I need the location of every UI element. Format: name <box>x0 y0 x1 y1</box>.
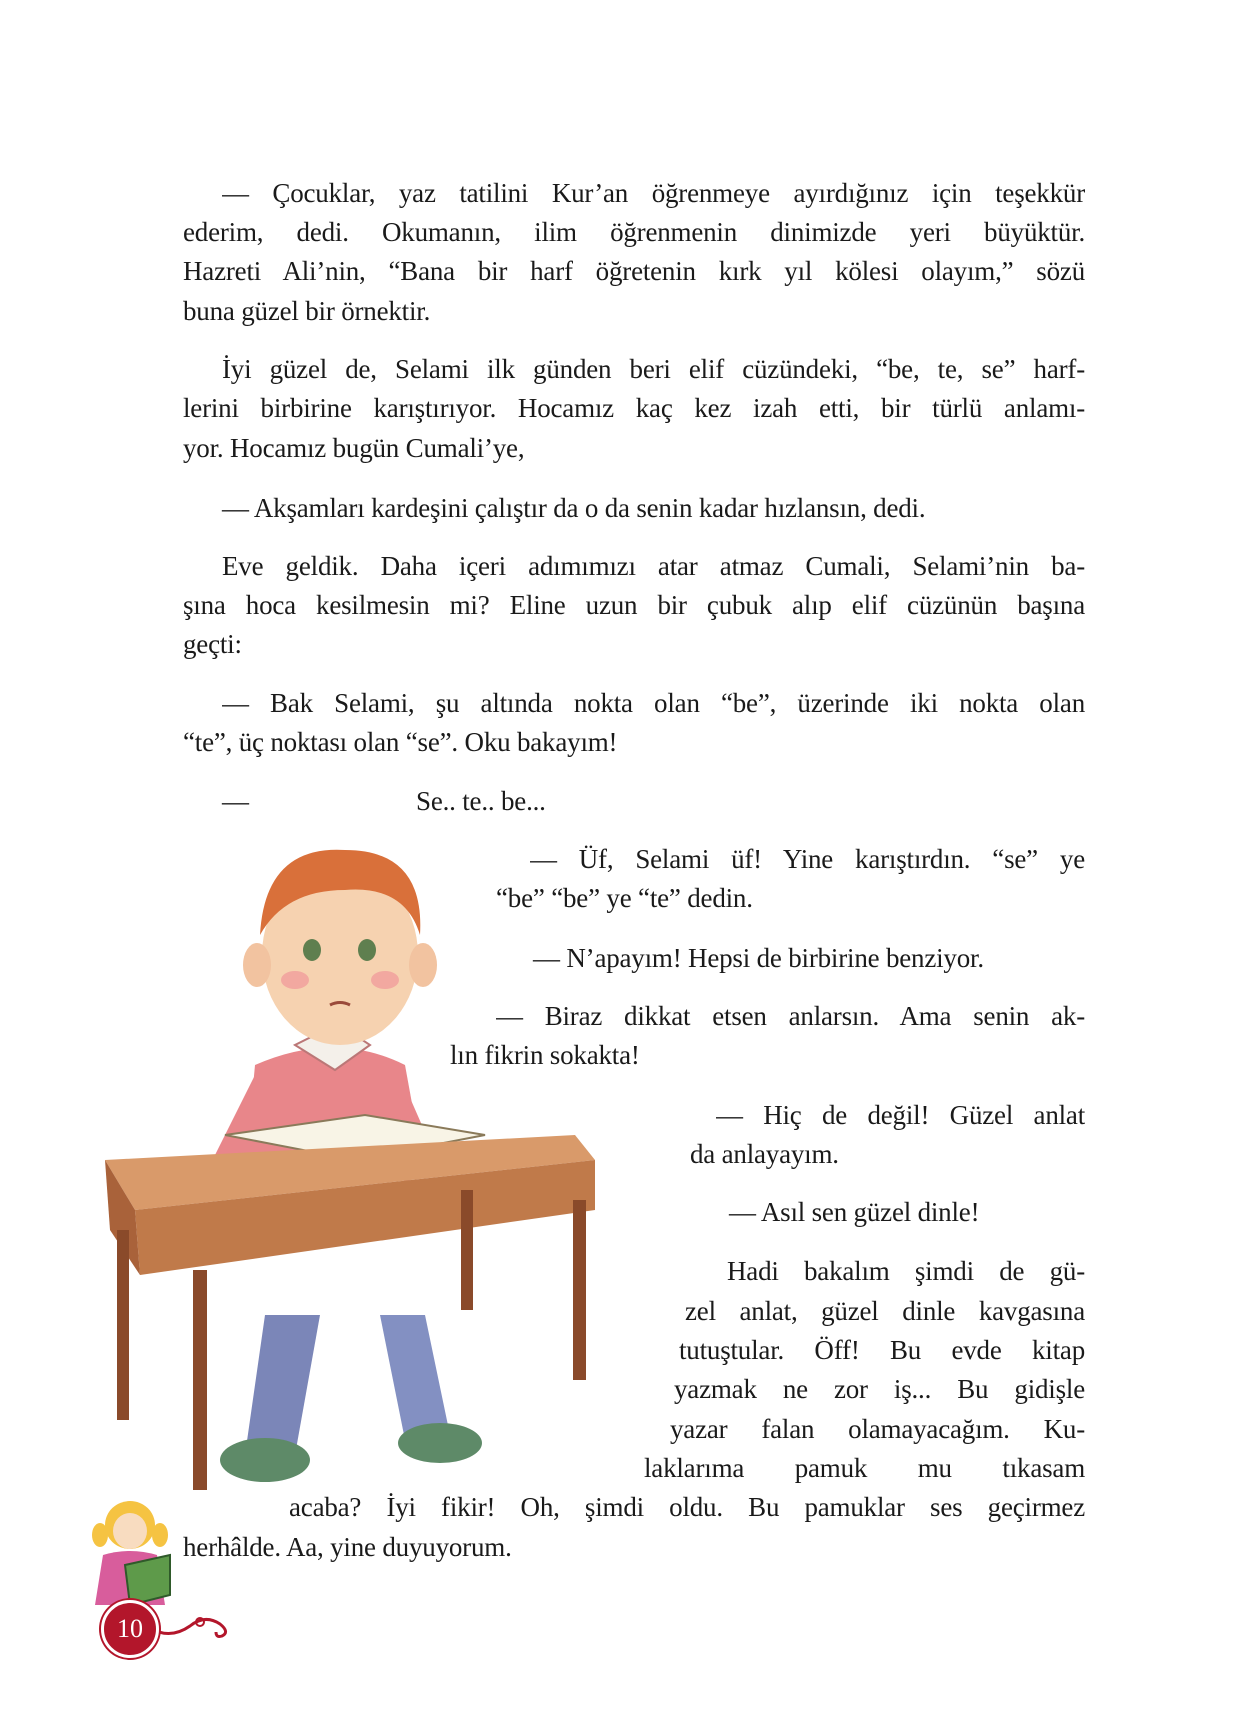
text-line: — Akşamları kardeşini çalıştır da o da senin kadar hızlansın, dedi. <box>222 493 926 523</box>
text-line: Hadi bakalım şimdi de gü- <box>727 1256 1085 1286</box>
text-line: “te”, üç noktası olan “se”. Oku bakayım! <box>183 727 618 757</box>
text-line: — <box>222 786 249 816</box>
text-line: yazar falan olamayacağım. Ku- <box>670 1414 1085 1444</box>
text-line: tutuştular. Öff! Bu evde kitap <box>679 1335 1085 1365</box>
text-line: zel anlat, güzel dinle kavgasına <box>685 1296 1085 1326</box>
text-line: Se.. te.. be... <box>416 786 546 816</box>
text-line: geçti: <box>183 629 242 659</box>
girl-reading-icon <box>85 1495 180 1610</box>
text-line: yazmak ne zor iş... Bu gidişle <box>674 1374 1085 1404</box>
text-line: laklarıma pamuk mu tıkasam <box>644 1453 1085 1483</box>
text-line: lerini birbirine karıştırıyor. Hocamız kaç kez izah etti, bir türlü anlamı- <box>183 393 1085 423</box>
text-line: — Hiç de değil! Güzel anlat <box>716 1100 1085 1130</box>
text-line: — N’apayım! Hepsi de birbirine benziyor. <box>533 943 984 973</box>
text-line: herhâlde. Aa, yine duyuyorum. <box>183 1532 512 1562</box>
text-line: buna güzel bir örnektir. <box>183 296 431 326</box>
page-ornament <box>150 1612 240 1642</box>
text-line: ederim, dedi. Okumanın, ilim öğrenmenin dinimizde yeri büyüktür. <box>183 217 1085 247</box>
text-line: Hazreti Ali’nin, “Bana bir harf öğretenin kırk yıl kölesi olayım,” sözü <box>183 256 1085 286</box>
text-line: — Çocuklar, yaz tatilini Kur’an öğrenmeye ayırdığınız için teşekkür <box>222 178 1085 208</box>
text-line: İyi güzel de, Selami ilk günden beri elif cüzündeki, “be, te, se” harf- <box>222 354 1085 384</box>
boy-at-desk-illustration <box>105 815 685 1495</box>
text-line: şına hoca kesilmesin mi? Eline uzun bir çubuk alıp elif cüzünün başına <box>183 590 1085 620</box>
text-line: da anlayayım. <box>690 1139 839 1169</box>
page-number: 10 <box>101 1600 159 1658</box>
text-line: “be” “be” ye “te” dedin. <box>496 883 753 913</box>
text-line: — Bak Selami, şu altında nokta olan “be”, üzerinde iki nokta olan <box>222 688 1085 718</box>
text-line: Eve geldik. Daha içeri adımımızı atar atmaz Cumali, Selami’nin ba- <box>222 551 1085 581</box>
text-line: yor. Hocamız bugün Cumali’ye, <box>183 433 525 463</box>
text-line: — Asıl sen güzel dinle! <box>729 1197 980 1227</box>
text-line: lın fikrin sokakta! <box>450 1040 640 1070</box>
text-line: — Üf, Selami üf! Yine karıştırdın. “se” ye <box>530 844 1085 874</box>
text-line: acaba? İyi fikir! Oh, şimdi oldu. Bu pamuklar ses geçirmez <box>289 1492 1085 1522</box>
text-line: — Biraz dikkat etsen anlarsın. Ama senin ak- <box>496 1001 1085 1031</box>
